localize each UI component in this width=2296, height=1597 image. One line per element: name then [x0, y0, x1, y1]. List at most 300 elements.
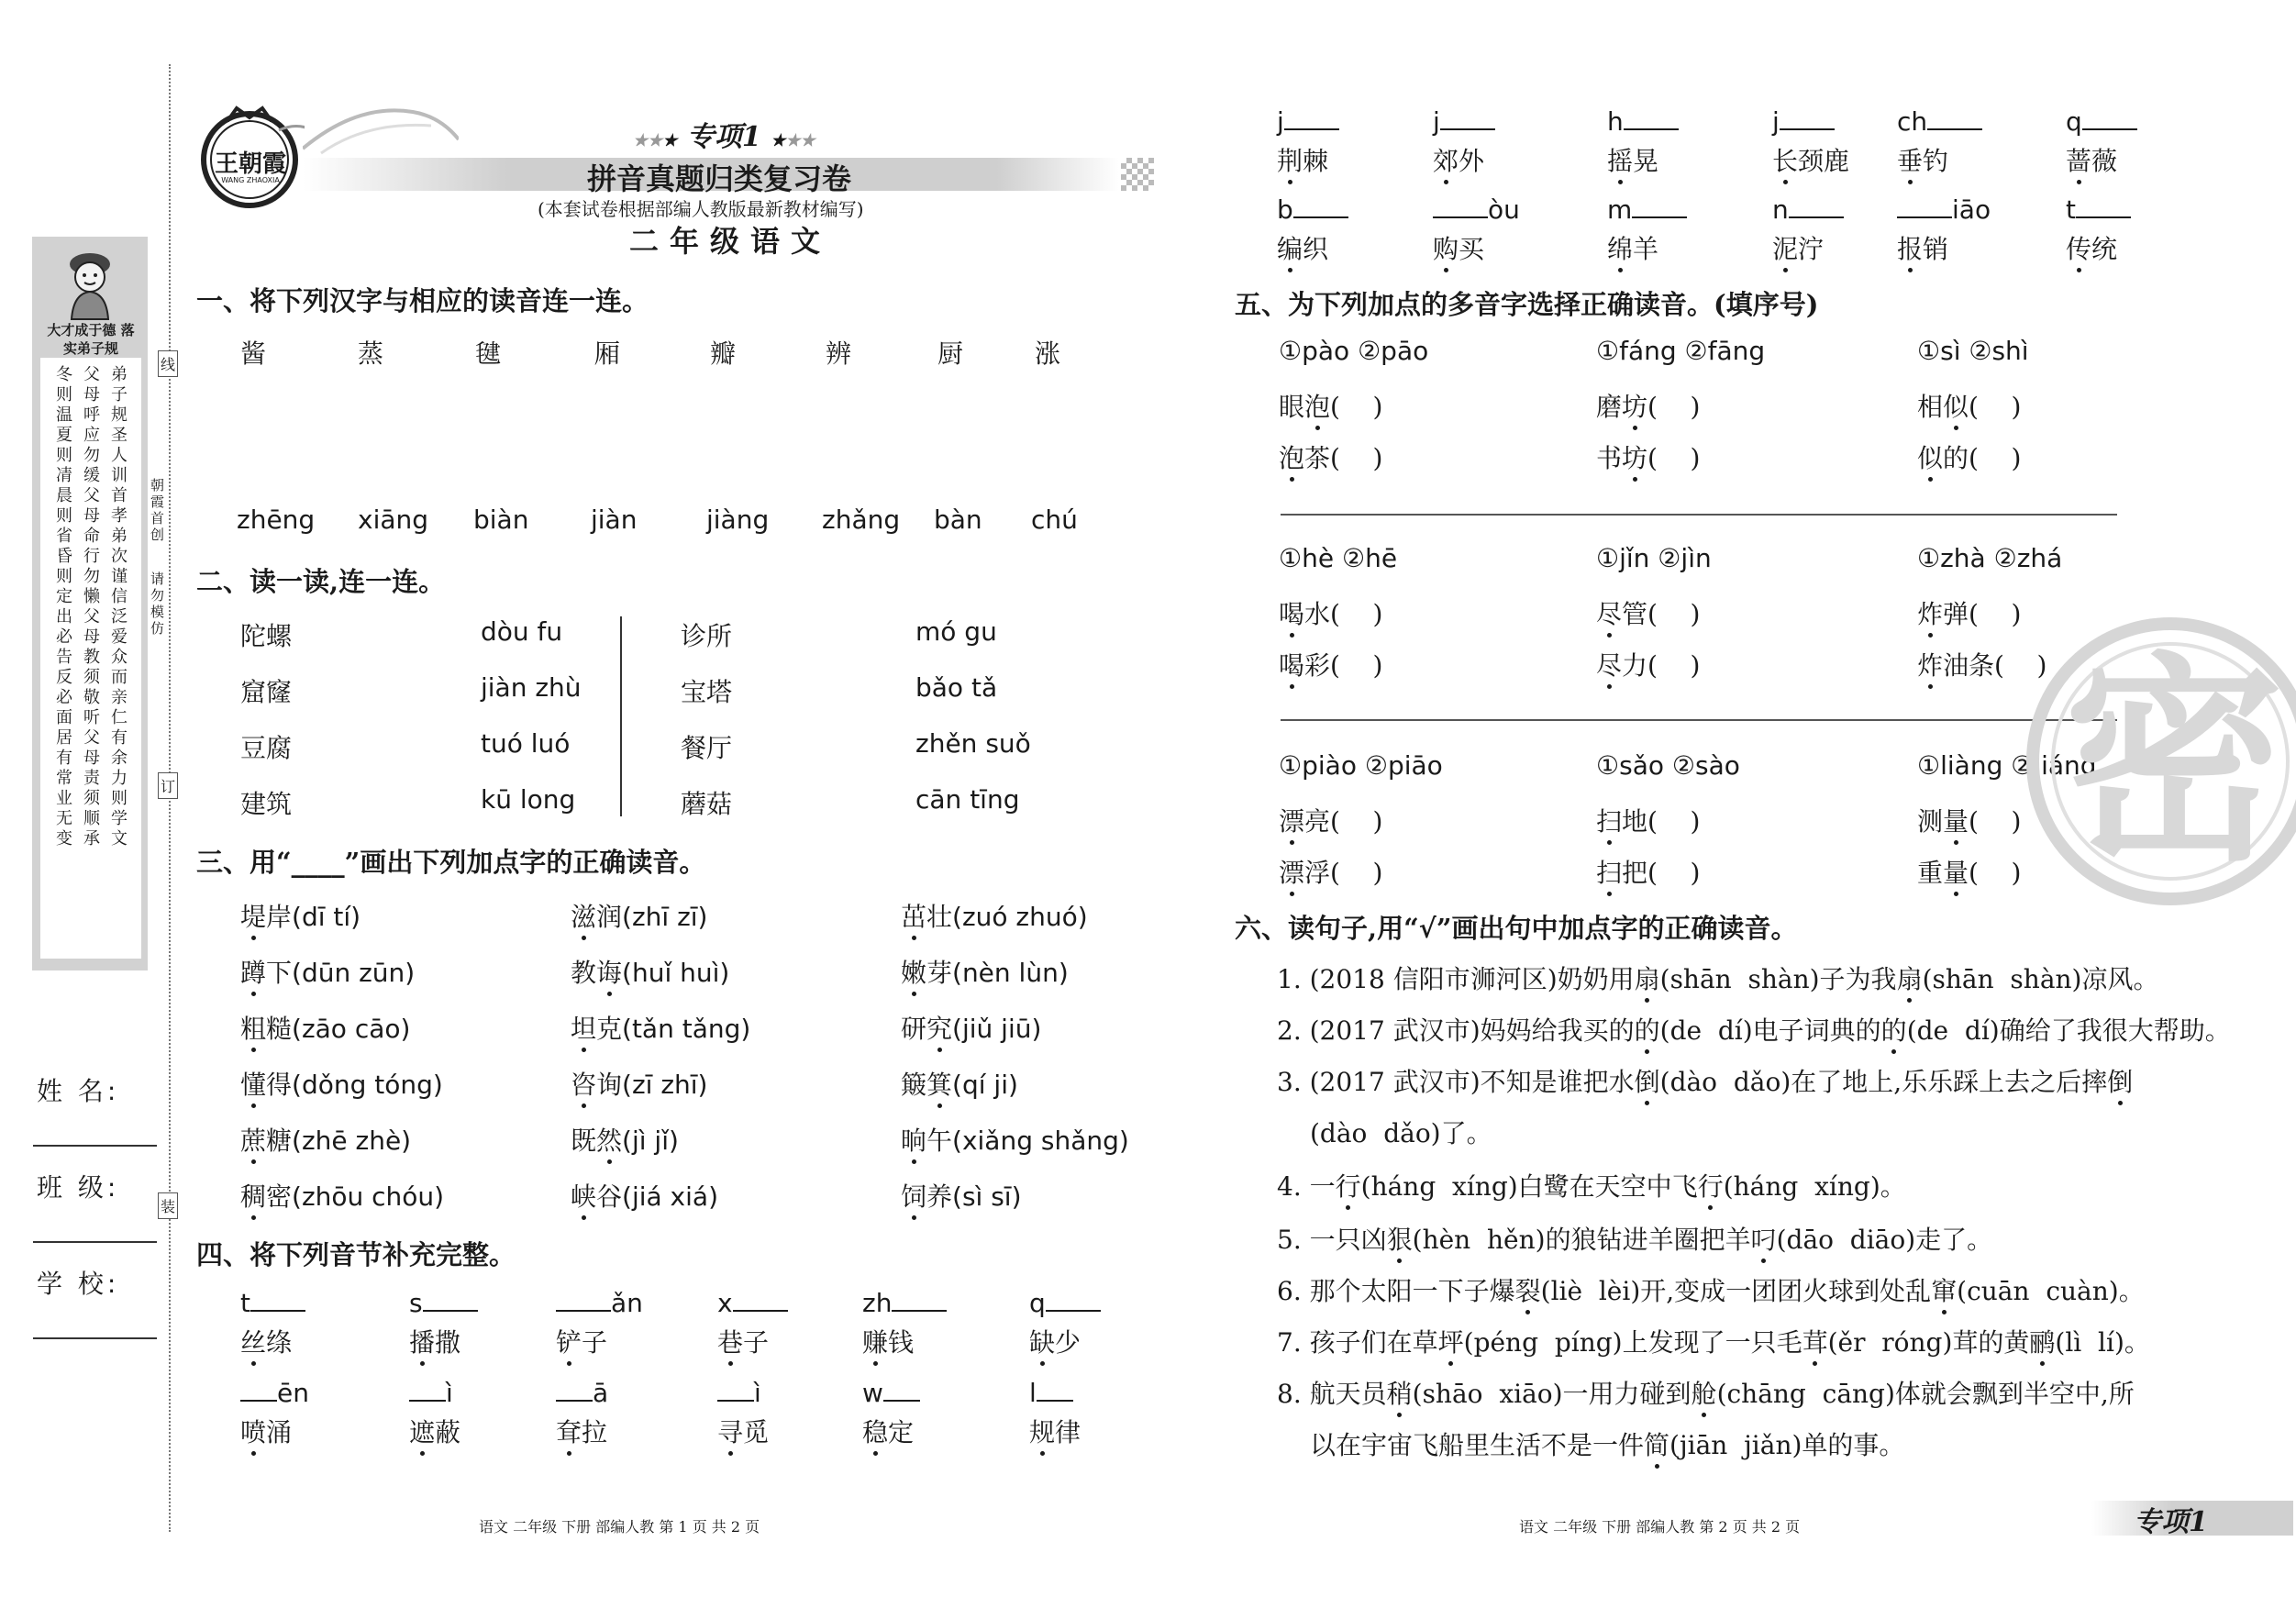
q6-dotted-char[interactable]: 简 — [1644, 1425, 1669, 1462]
q3-item-options[interactable]: 养(sì sī) — [926, 1181, 1022, 1212]
vertical-note-2: 请勿模仿 — [150, 571, 165, 637]
q4-word — [1277, 229, 1328, 266]
q5-options: ①sì ②shì — [1917, 336, 2029, 366]
q2-right-pinyin[interactable]: bǎo tǎ — [915, 672, 998, 703]
q4-final: ǎn — [611, 1288, 643, 1318]
q6-text: (dào dǎo)了。 — [1310, 1118, 1492, 1148]
q4-dotted-char: 赚 — [862, 1323, 888, 1359]
q4-word-rest: 律 — [1055, 1417, 1081, 1447]
q1-char[interactable]: 辨 — [826, 338, 852, 369]
q4-blank-line[interactable] — [1927, 106, 1982, 130]
q4-word — [862, 1413, 914, 1449]
q6-dotted-char[interactable]: 行 — [1336, 1167, 1361, 1203]
q5-answer-blank[interactable]: ( ) — [1647, 443, 1701, 473]
q2-left-word[interactable]: 建筑 — [240, 789, 293, 819]
q3-item-options[interactable]: 壮(zuó zhuó) — [926, 902, 1088, 932]
q5-answer-blank[interactable]: 力( ) — [1622, 650, 1701, 681]
q3-item-options[interactable]: 润(zhī zī) — [596, 902, 708, 932]
q6-text: 5. 一只凶 — [1277, 1225, 1387, 1255]
q4-initial: w — [862, 1378, 883, 1408]
q4-syllable-blank[interactable] — [1772, 194, 1844, 225]
q6-dotted-char[interactable]: 的 — [1635, 1011, 1660, 1048]
q4-initial: q — [2066, 106, 2082, 137]
cut-mark-2: 订 — [158, 772, 178, 799]
q5-answer-blank[interactable]: 油条( ) — [1943, 650, 2047, 681]
q3-item-options[interactable]: (qí ji) — [952, 1070, 1018, 1100]
q5-item-pre: 磨 — [1596, 392, 1623, 422]
q3-dotted-char: 峡 — [571, 1177, 596, 1214]
q4-blank-line[interactable] — [556, 1378, 593, 1402]
q1-pinyin[interactable]: biàn — [473, 505, 529, 535]
q4-word — [1772, 141, 1849, 178]
q6-text: (ěr róng)茸的黄 — [1827, 1327, 2030, 1358]
q6-text: (hèn hěn)的狼钻进羊圈把羊 — [1412, 1225, 1751, 1255]
q5-dotted-char: 坊 — [1622, 387, 1647, 424]
q4-syllable-blank[interactable] — [409, 1288, 478, 1318]
q4-blank-line[interactable] — [240, 1378, 277, 1402]
q4-syllable-blank[interactable] — [1029, 1288, 1101, 1318]
q2-left-word[interactable]: 窟窿 — [240, 677, 293, 707]
school-field-line[interactable] — [33, 1337, 157, 1339]
star-icon: ★★ — [633, 131, 663, 150]
q3-item — [571, 1177, 718, 1214]
q5-dotted-char: 扫 — [1596, 853, 1622, 890]
q4-syllable-blank[interactable] — [240, 1378, 309, 1408]
page-title: 拼音真题归类复习卷 — [587, 161, 852, 196]
q3-dotted-char: 晌 — [901, 1121, 926, 1158]
q5-answer-blank[interactable]: ( ) — [1969, 858, 2022, 888]
q4-blank-line[interactable] — [2082, 106, 2137, 130]
q2-left-pinyin[interactable]: tuó luó — [481, 728, 571, 759]
star-icon: ★★ — [785, 131, 815, 150]
q4-final: ì — [446, 1378, 453, 1408]
q4-syllable-blank[interactable] — [2066, 194, 2131, 225]
q3-dotted-char: 蹲 — [240, 953, 266, 990]
q3-item-options[interactable]: 下(dūn zūn) — [266, 958, 416, 988]
class-field-line[interactable] — [33, 1241, 157, 1243]
q6-text: 7. 孩子们在草 — [1277, 1327, 1438, 1358]
topic-badge-text: 专项1 — [686, 121, 761, 153]
q4-syllable-blank[interactable] — [1433, 194, 1520, 225]
q3-item-options[interactable]: 芽(nèn lùn) — [926, 958, 1069, 988]
q5-item[interactable] — [1917, 387, 2021, 424]
q4-word — [556, 1413, 607, 1449]
q4-word — [1772, 229, 1824, 266]
school-field-label: 学 校: — [37, 1269, 120, 1299]
q6-text: (de dí)确给了我很大帮助。 — [1906, 1015, 2231, 1046]
q6-text: (liè lèi)开,变成一团团火球到处乱 — [1540, 1276, 1932, 1306]
q1-pinyin[interactable]: bàn — [934, 505, 982, 535]
q4-blank-line[interactable] — [2076, 194, 2131, 218]
q2-right-pinyin[interactable]: zhěn suǒ — [915, 728, 1031, 759]
q4-word-rest: 子 — [582, 1327, 608, 1358]
q4-blank-line[interactable] — [883, 1378, 920, 1402]
q5-dotted-char: 炸 — [1917, 646, 1943, 682]
q4-initial: t — [2066, 194, 2076, 225]
q1-char[interactable]: 厢 — [594, 338, 621, 369]
q3-dotted-char: 懂 — [240, 1065, 266, 1102]
q4-syllable-blank[interactable] — [862, 1378, 920, 1408]
q5-answer-blank[interactable]: ( ) — [1647, 392, 1701, 422]
q4-word — [1029, 1323, 1081, 1359]
q4-word — [2066, 141, 2117, 178]
footer-page-2: 语文 二年级 下册 部编人教 第 2 页 共 2 页 — [1519, 1518, 1801, 1536]
couplet-column-3: 冬则温 夏则凊 晨则省 昏则定 出必告 反必面 居有常 业无变 — [56, 365, 72, 848]
q4-word — [240, 1323, 292, 1359]
q6-text: (dāo diāo)走了。 — [1776, 1225, 1993, 1255]
q4-word-rest: 织 — [1303, 234, 1329, 264]
q4-blank-line[interactable] — [1789, 194, 1844, 218]
q6-dotted-char[interactable]: 扇 — [1635, 959, 1660, 996]
q1-pinyin[interactable]: zhǎng — [822, 505, 901, 535]
q5-item[interactable] — [1279, 646, 1382, 682]
q6-dotted-char[interactable]: 的 — [1881, 1011, 1907, 1048]
q3-dotted-char: 坦 — [571, 1009, 596, 1046]
q3-item — [571, 897, 707, 934]
q3-item-options[interactable]: 岸(dī tí) — [266, 902, 361, 932]
q3-item-options[interactable]: 询(zī zhī) — [596, 1070, 708, 1100]
q6-text: (jiān jiǎn)单的事。 — [1669, 1430, 1905, 1460]
q6-text: (háng xíng)白鹭在天空中飞 — [1360, 1171, 1698, 1202]
q5-item[interactable] — [1596, 853, 1700, 890]
q6-dotted-char[interactable]: 裂 — [1515, 1271, 1541, 1308]
q5-item[interactable] — [1917, 853, 2021, 890]
q4-syllable-blank[interactable] — [862, 1288, 947, 1318]
q4-blank-line[interactable] — [1897, 194, 1952, 218]
q4-word — [240, 1413, 292, 1449]
q3-item — [571, 953, 729, 990]
q3-dotted-char: 蔗 — [240, 1121, 266, 1158]
q6-dotted-char[interactable]: 倒 — [2107, 1062, 2133, 1099]
q1-char[interactable]: 酱 — [240, 338, 267, 369]
q4-dotted-char: 泥 — [1772, 229, 1798, 266]
q3-item — [901, 1121, 1129, 1158]
q1-pinyin[interactable]: jiàn — [591, 505, 638, 535]
q5-item[interactable] — [1596, 387, 1700, 424]
q4-word-rest: 销 — [1923, 234, 1949, 264]
q4-syllable-blank[interactable] — [556, 1288, 643, 1318]
q5-dotted-char: 扫 — [1596, 802, 1622, 838]
q4-word — [1433, 229, 1484, 266]
q4-syllable-blank[interactable] — [1772, 106, 1835, 137]
q4-word-rest: 定 — [888, 1417, 915, 1447]
q4-initial: t — [240, 1288, 250, 1318]
q4-word-rest: 觅 — [743, 1417, 770, 1447]
q6-dotted-char[interactable]: 茸 — [1802, 1323, 1828, 1359]
q5-item[interactable] — [1279, 853, 1382, 890]
q3-item-options[interactable]: 得(dǒng tóng) — [266, 1070, 443, 1100]
q4-word — [1433, 141, 1484, 178]
q3-item-pre: 研 — [901, 1014, 927, 1044]
q4-initial: q — [1029, 1288, 1046, 1318]
q3-item-pre: 教 — [571, 958, 597, 988]
q4-syllable-blank[interactable] — [1607, 194, 1687, 225]
q4-word-rest: 蔽 — [435, 1417, 461, 1447]
q1-pinyin[interactable]: xiāng — [358, 505, 429, 535]
q4-blank-line[interactable] — [1284, 106, 1339, 130]
name-field-label: 姓 名: — [37, 1076, 120, 1106]
q6-text: 3. (2017 武汉市)不知是谁把水 — [1277, 1067, 1635, 1097]
q4-initial: l — [1029, 1378, 1037, 1408]
q6-text: (shān shàn)凉风。 — [1922, 964, 2159, 994]
q5-dotted-char: 喝 — [1279, 594, 1304, 631]
q1-pinyin[interactable]: chú — [1031, 505, 1078, 535]
topic-badge — [633, 114, 815, 154]
q4-syllable-blank[interactable] — [1029, 1378, 1073, 1408]
q6-text: 6. 那个太阳一下子爆 — [1277, 1276, 1515, 1306]
q4-dotted-char: 摇 — [1607, 141, 1633, 178]
q2-left-pinyin[interactable]: kū long — [481, 784, 576, 815]
q3-dotted-char: 饲 — [901, 1177, 926, 1214]
q3-item-options[interactable]: 糙(zāo cāo) — [266, 1014, 411, 1044]
q4-dotted-char: 垂 — [1897, 141, 1923, 178]
q4-word-rest: 涌 — [266, 1417, 293, 1447]
q4-blank-line[interactable] — [1433, 194, 1488, 218]
q3-item-options[interactable]: (huǐ huì) — [622, 958, 730, 988]
q6-dotted-char[interactable]: 狠 — [1387, 1220, 1413, 1257]
q5-item[interactable] — [1917, 438, 2021, 475]
q3-item — [901, 1177, 1022, 1214]
q4-syllable-blank[interactable] — [1897, 194, 1991, 225]
q4-dotted-char: 购 — [1433, 229, 1459, 266]
q5-answer-blank[interactable]: 茶( ) — [1304, 443, 1383, 473]
q3-dotted-char: 然 — [596, 1121, 622, 1158]
q1-title: 一、将下列汉字与相应的读音连一连。 — [196, 285, 649, 316]
q2-right-pinyin[interactable]: cān tīng — [915, 784, 1020, 815]
q3-item-options[interactable]: 密(zhōu chóu) — [266, 1181, 445, 1212]
q4-word-rest: 撒 — [435, 1327, 461, 1358]
q4-word-rest: 少 — [1055, 1327, 1081, 1358]
q4-blank-line[interactable] — [1037, 1378, 1073, 1402]
q5-item-pre: 书 — [1596, 443, 1623, 473]
q3-dotted-char: 堤 — [240, 897, 266, 934]
q1-char[interactable]: 涨 — [1035, 338, 1061, 369]
q2-left-word[interactable]: 豆腐 — [240, 733, 293, 763]
q5-answer-blank[interactable]: 管( ) — [1622, 599, 1701, 629]
q2-right-word[interactable]: 蘑菇 — [681, 789, 733, 819]
q5-item[interactable] — [1596, 802, 1700, 838]
q5-answer-blank[interactable]: 弹( ) — [1943, 599, 2022, 629]
q5-answer-blank[interactable]: 水( ) — [1304, 599, 1383, 629]
q5-answer-blank[interactable]: 地( ) — [1622, 806, 1701, 837]
q4-initial: s — [409, 1288, 423, 1318]
q4-blank-line[interactable] — [409, 1378, 446, 1402]
q5-item[interactable] — [1596, 646, 1700, 682]
q5-item[interactable] — [1279, 438, 1382, 475]
q3-item-pre: 既 — [571, 1126, 597, 1156]
q6-text: 8. 航天员 — [1277, 1379, 1387, 1409]
cut-mark-3: 装 — [158, 1192, 178, 1219]
q5-dotted-char: 漂 — [1279, 802, 1304, 838]
q4-syllable-blank[interactable] — [1277, 106, 1339, 137]
q5-answer-blank[interactable]: 浮( ) — [1304, 858, 1383, 888]
q6-dotted-char[interactable]: 叼 — [1751, 1220, 1777, 1257]
q3-item — [571, 1121, 679, 1158]
q4-dotted-char: 丝 — [240, 1323, 266, 1359]
q3-dotted-char: 咨 — [571, 1065, 596, 1102]
q4-word — [1277, 141, 1328, 178]
q6-dotted-char[interactable]: 舱 — [1691, 1374, 1717, 1411]
q4-blank-line[interactable] — [733, 1288, 788, 1312]
sidebar-motto: 大才成于德 落实弟子规 — [47, 322, 135, 357]
q4-syllable-blank[interactable] — [1277, 194, 1348, 225]
q4-word-rest: 棘 — [1303, 146, 1329, 176]
couplet-column-1: 弟子规 圣人训 首孝弟 次谨信 泛爱众 而亲仁 有余力 则学文 — [111, 365, 128, 848]
q4-blank-line[interactable] — [1046, 1288, 1101, 1312]
q4-syllable-blank[interactable] — [240, 1288, 305, 1318]
q3-item-options[interactable]: 谷(jiá xiá) — [596, 1181, 718, 1212]
q4-blank-line[interactable] — [1293, 194, 1348, 218]
q1-char[interactable]: 厨 — [937, 338, 964, 369]
q4-word-rest: 买 — [1459, 234, 1485, 264]
q6-sentence — [1277, 1220, 1992, 1257]
q5-options: ①hè ②hē — [1279, 543, 1398, 573]
q5-item[interactable] — [1917, 802, 2021, 838]
class-field-label: 班 级: — [37, 1172, 120, 1203]
q5-options: ①jǐn ②jìn — [1596, 543, 1712, 573]
q1-char[interactable]: 毽 — [475, 338, 502, 369]
q6-dotted-char[interactable]: 行 — [1698, 1167, 1724, 1203]
q4-final: iāo — [1952, 194, 1991, 225]
q3-item — [240, 897, 360, 934]
q6-title: 六、读句子,用“√”画出句中加点字的正确读音。 — [1235, 913, 1798, 944]
q4-word-rest: 统 — [2091, 234, 2118, 264]
q6-sentence — [1277, 1167, 1906, 1203]
q3-item — [571, 1009, 750, 1046]
q4-syllable-blank[interactable] — [1607, 106, 1679, 137]
q4-final: òu — [1488, 194, 1520, 225]
q4-blank-line[interactable] — [892, 1288, 947, 1312]
q1-pinyin[interactable]: jiàng — [706, 505, 770, 535]
q2-left-pinyin[interactable]: dòu fu — [481, 616, 563, 647]
q4-blank-line[interactable] — [1440, 106, 1495, 130]
q4-dotted-char: 传 — [2066, 229, 2091, 266]
q3-item-options[interactable]: 克(tǎn tǎng) — [596, 1014, 751, 1044]
q6-text: (de dí)电子词典的 — [1659, 1015, 1881, 1046]
q5-answer-blank[interactable]: ( ) — [1969, 806, 2022, 837]
q1-char[interactable]: 瓣 — [710, 338, 737, 369]
q2-right-pinyin[interactable]: mó gu — [915, 616, 997, 647]
q3-item — [240, 1065, 443, 1102]
q5-item[interactable] — [1279, 594, 1382, 631]
q6-dotted-char[interactable]: 坪 — [1438, 1323, 1464, 1359]
q4-dotted-char: 巷 — [717, 1323, 743, 1359]
q5-options: ①piào ②piāo — [1279, 750, 1443, 781]
q5-item[interactable] — [1917, 594, 2021, 631]
q4-syllable-blank[interactable] — [1433, 106, 1495, 137]
q5-dotted-char: 似 — [1943, 387, 1969, 424]
q5-item[interactable] — [1279, 802, 1382, 838]
q3-item-options[interactable]: 糖(zhē zhè) — [266, 1126, 412, 1156]
q6-text: 2. (2017 武汉市)妈妈给我买的 — [1277, 1015, 1635, 1046]
q5-answer-blank[interactable]: 彩( ) — [1304, 650, 1383, 681]
q6-dotted-char[interactable]: 倒 — [1635, 1062, 1660, 1099]
q2-right-word[interactable]: 餐厅 — [681, 733, 733, 763]
q4-syllable-blank[interactable] — [2066, 106, 2137, 137]
q6-dotted-char[interactable]: 鹂 — [2029, 1323, 2055, 1359]
q6-dotted-char[interactable]: 窜 — [1931, 1271, 1957, 1308]
logo-subtext: WANG ZHAOXIA — [221, 176, 280, 184]
q5-title: 五、为下列加点的多音字选择正确读音。(填序号) — [1235, 289, 1819, 320]
q4-dotted-char: 报 — [1897, 229, 1923, 266]
q4-blank-line[interactable] — [1632, 194, 1687, 218]
q5-answer-blank[interactable]: 亮( ) — [1304, 806, 1383, 837]
q4-word-rest: 外 — [1459, 146, 1485, 176]
q6-text: (cuān cuàn)。 — [1957, 1276, 2145, 1306]
q5-answer-blank[interactable]: ( ) — [1969, 392, 2022, 422]
q4-blank-line[interactable] — [1780, 106, 1835, 130]
q3-dotted-char: 诲 — [596, 953, 622, 990]
q6-dotted-char[interactable]: 稍 — [1387, 1374, 1413, 1411]
q1-pinyin[interactable]: zhēng — [237, 505, 316, 535]
q2-right-word[interactable]: 宝塔 — [681, 677, 733, 707]
q5-item[interactable] — [1596, 438, 1700, 475]
q5-dotted-char: 漂 — [1279, 853, 1304, 890]
q4-word — [409, 1323, 460, 1359]
q3-dotted-char: 稠 — [240, 1177, 266, 1214]
q4-word — [1897, 229, 1948, 266]
q4-word — [556, 1323, 607, 1359]
q5-options: ①pào ②pāo — [1279, 336, 1429, 366]
q4-final: ì — [754, 1378, 761, 1408]
q4-blank-line[interactable] — [423, 1288, 478, 1312]
q5-answer-blank[interactable]: ( ) — [1330, 392, 1383, 422]
q3-dotted-char: 滋 — [571, 897, 596, 934]
q4-word — [862, 1323, 914, 1359]
q4-syllable-blank[interactable] — [717, 1378, 761, 1408]
q4-word-rest: 钓 — [1923, 146, 1949, 176]
q4-blank-line[interactable] — [556, 1288, 611, 1312]
q5-dotted-char: 似 — [1917, 438, 1943, 475]
q2-right-word[interactable]: 诊所 — [681, 621, 733, 651]
q4-syllable-blank[interactable] — [717, 1288, 788, 1318]
q3-item-options[interactable]: (jì jǐ) — [622, 1126, 679, 1156]
q3-dotted-char: 粗 — [240, 1009, 266, 1046]
q5-item[interactable] — [1596, 594, 1700, 631]
q6-sentence — [1277, 1062, 2133, 1099]
page-subtitle: (本套试卷根据部编人教版最新教材编写) — [538, 198, 864, 220]
q4-blank-line[interactable] — [717, 1378, 754, 1402]
q4-word-rest: 泞 — [1798, 234, 1825, 264]
q1-char[interactable]: 蒸 — [358, 338, 384, 369]
name-field-line[interactable] — [33, 1145, 157, 1147]
q4-initial: b — [1277, 194, 1293, 225]
q6-text: 以在宇宙飞船里生活不是一件 — [1310, 1430, 1645, 1460]
q5-dotted-char: 炸 — [1917, 594, 1943, 631]
q4-dotted-char: 绵 — [1607, 229, 1633, 266]
q4-blank-line[interactable] — [250, 1288, 305, 1312]
q4-syllable-blank[interactable] — [1897, 106, 1982, 137]
q4-dotted-char: 遮 — [409, 1413, 435, 1449]
q6-sentence — [1277, 1011, 2231, 1048]
q4-blank-line[interactable] — [1624, 106, 1679, 130]
q2-left-pinyin[interactable]: jiàn zhù — [481, 672, 582, 703]
q4-word-rest: 颈鹿 — [1798, 146, 1850, 176]
q4-word — [1607, 141, 1658, 178]
q4-syllable-blank[interactable] — [409, 1378, 453, 1408]
q3-item-options[interactable]: 午(xiǎng shǎng) — [926, 1126, 1129, 1156]
q4-dotted-char: 耷 — [556, 1413, 582, 1449]
q6-dotted-char[interactable]: 扇 — [1897, 959, 1923, 996]
q5-item[interactable] — [1279, 387, 1382, 424]
q5-answer-blank[interactable]: 的( ) — [1943, 443, 2022, 473]
logo-text: 王朝霞 — [214, 150, 286, 178]
q5-dotted-char: 喝 — [1279, 646, 1304, 682]
q2-left-word[interactable]: 陀螺 — [240, 621, 293, 651]
q3-item-options[interactable]: (jiǔ jiū) — [952, 1014, 1042, 1044]
q4-syllable-blank[interactable] — [556, 1378, 608, 1408]
q5-answer-blank[interactable]: 把( ) — [1622, 858, 1701, 888]
